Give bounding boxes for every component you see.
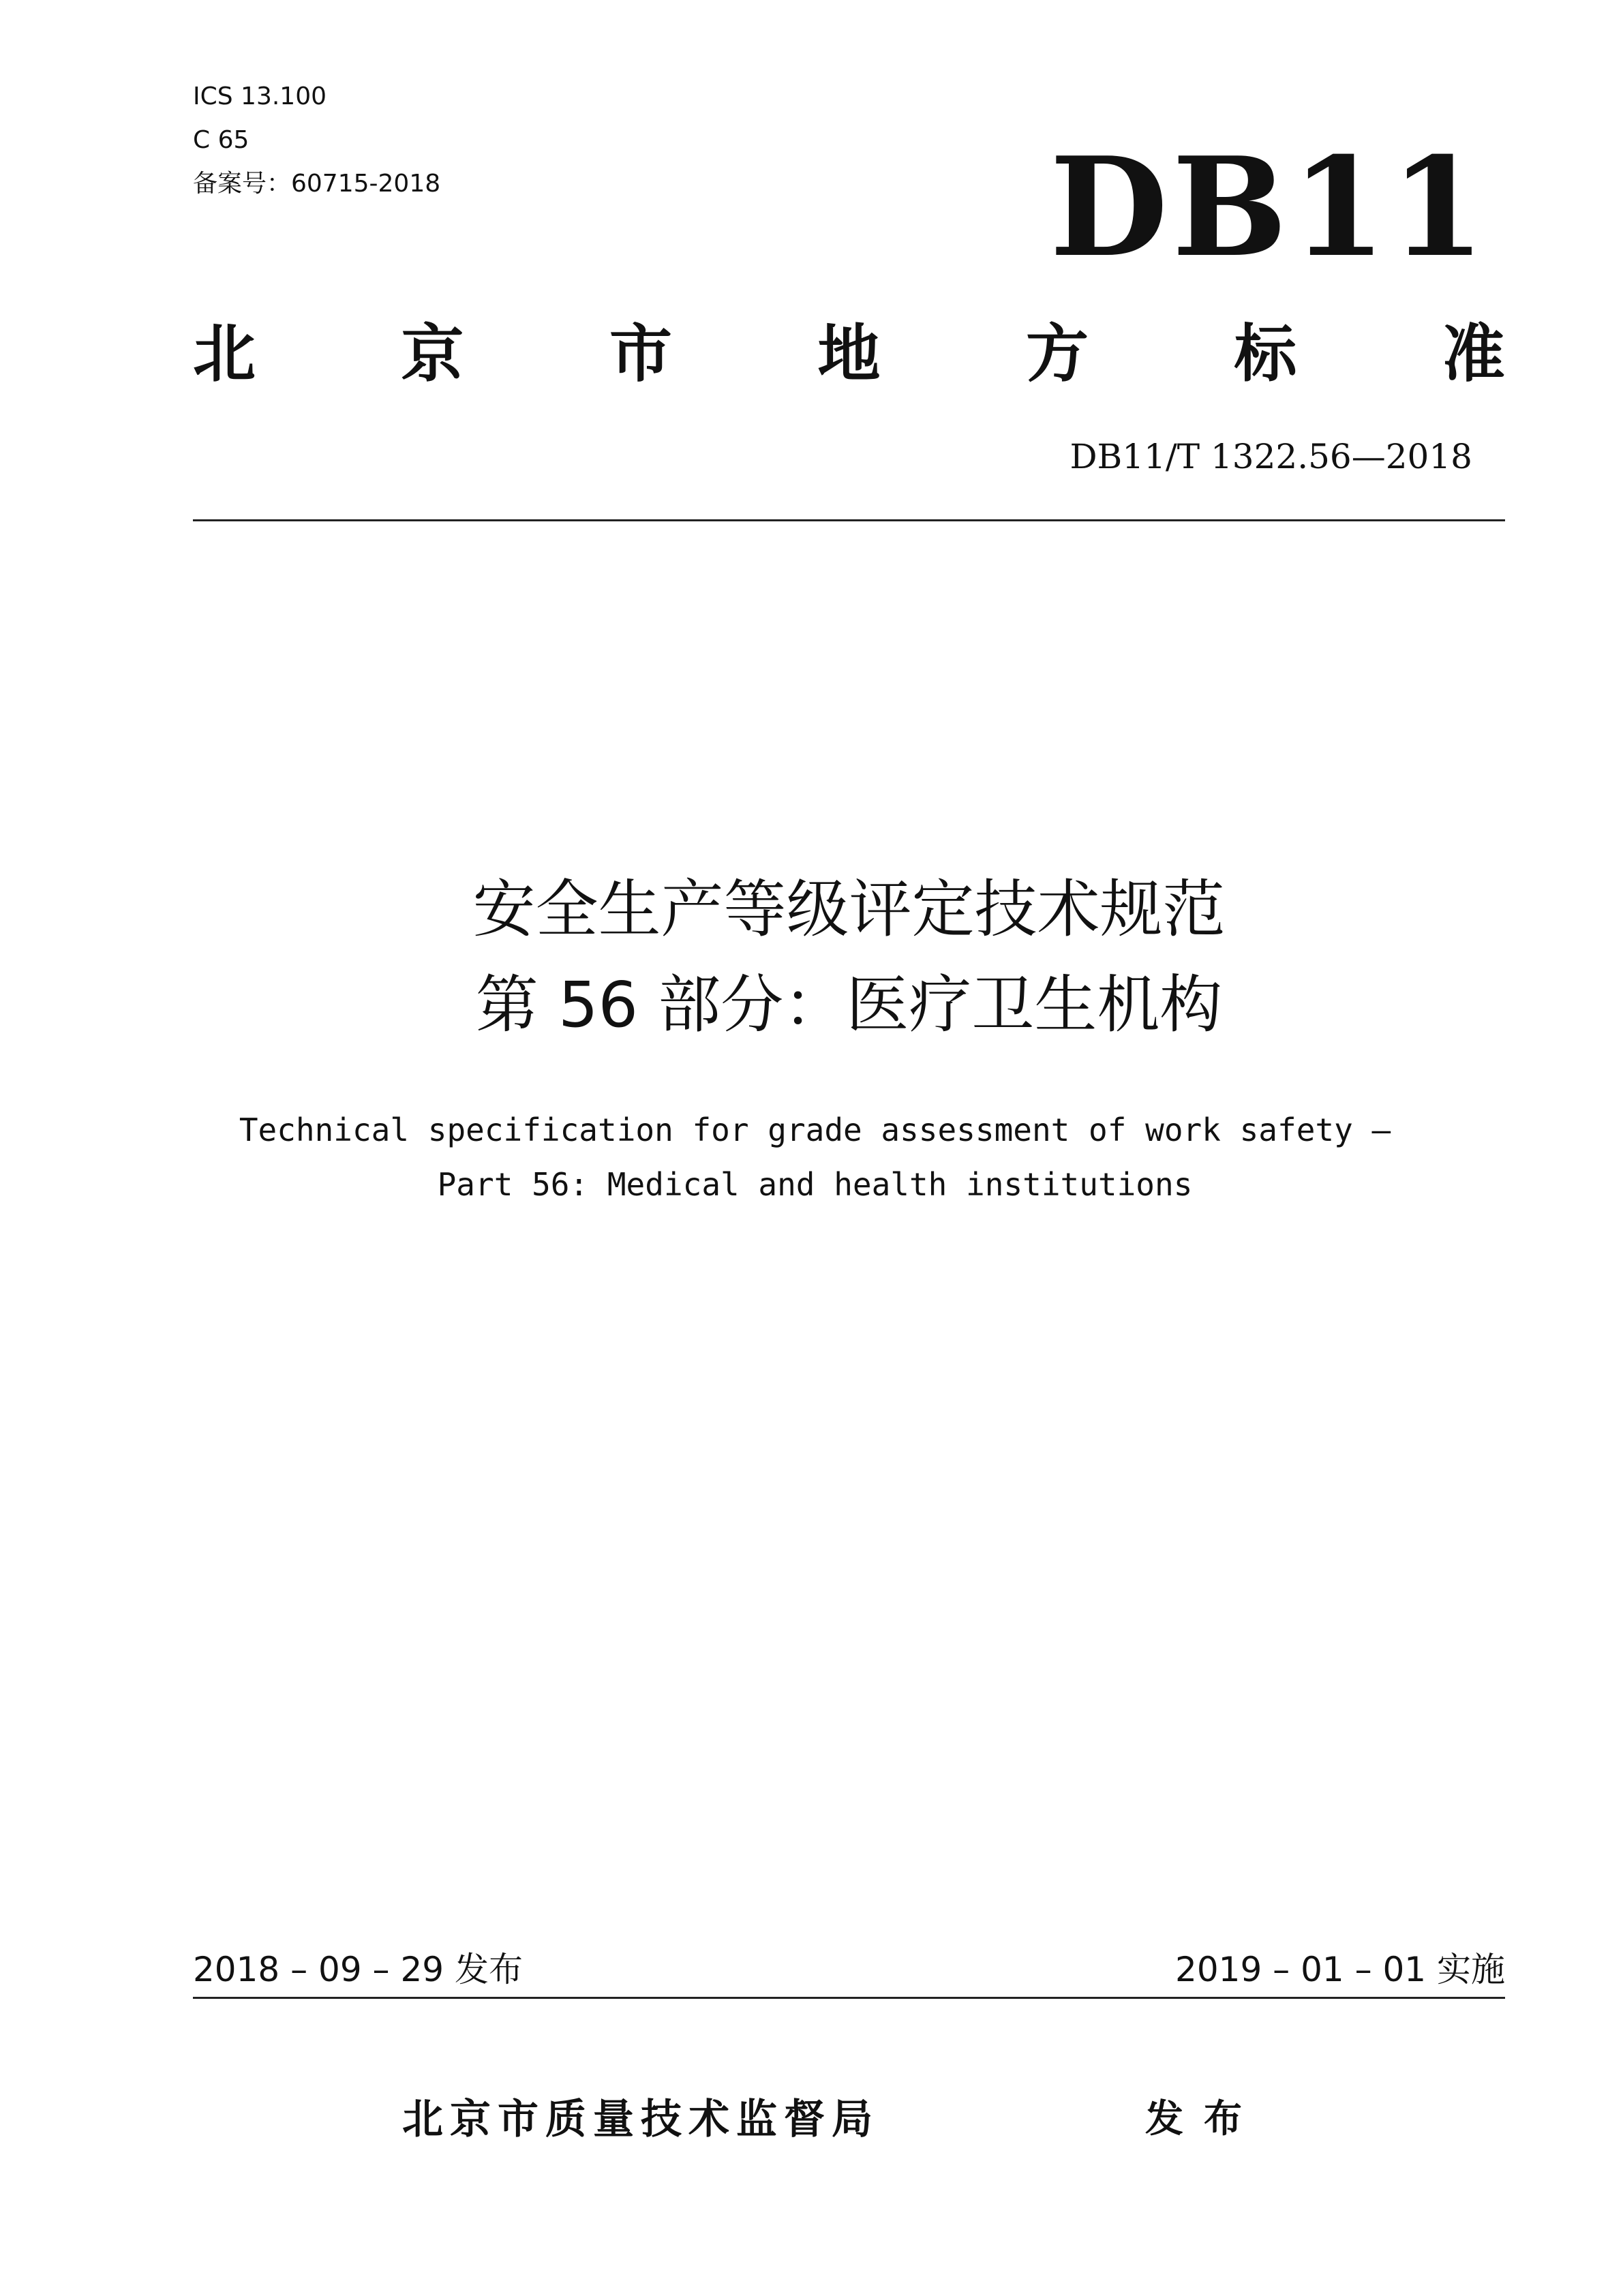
ccs-code: C 65 [193,126,249,154]
standard-type-char: 市 [609,318,672,391]
effective-date: 2019 – 01 – 01 实施 [1175,1950,1505,1989]
standard-type-char: 京 [401,318,464,391]
standard-type-char: 方 [1025,318,1089,391]
ics-code: ICS 13.100 [193,82,327,110]
title-en-line2: Part 56: Medical and health institutions [437,1166,1193,1203]
standard-type-heading [193,313,1505,395]
title-en-line1: Technical specification for grade assessment of work safety — [239,1112,1391,1148]
title-zh-line1: 安全生产等级评定技术规范 [472,873,1226,946]
standard-type-char: 北 [193,318,256,391]
publish-label: 发布 [1145,2097,1262,2141]
publisher-name: 北京市质量技术监督局 [402,2096,879,2143]
standard-number: DB11/T 1322.56—2018 [1070,437,1472,476]
filing-number: 备案号：60715-2018 [193,170,441,198]
title-zh-line2: 第 56 部分：医疗卫生机构 [475,968,1223,1041]
standard-type-char: 准 [1442,318,1505,391]
standard-type-char: 地 [817,318,881,391]
issue-date: 2018 – 09 – 29 发布 [193,1950,523,1989]
header-divider [193,519,1505,521]
footer-divider [193,1997,1505,1999]
standard-type-char: 标 [1234,318,1297,391]
db11-logo: DB11 [1050,127,1489,288]
